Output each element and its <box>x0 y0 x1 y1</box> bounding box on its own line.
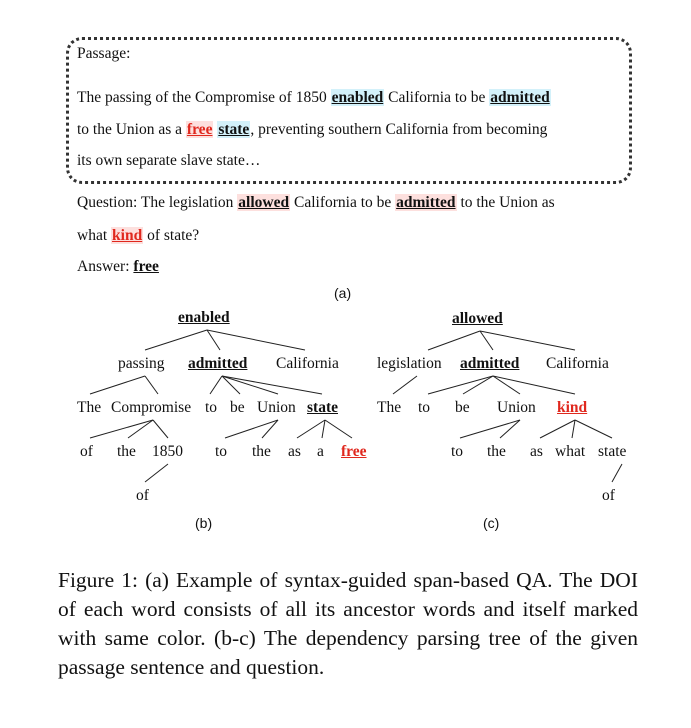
edge-c <box>493 376 575 394</box>
highlight-admitted-q: admitted <box>396 194 456 211</box>
tree-b-node: passing <box>118 355 165 372</box>
tree-b-node: Union <box>257 399 296 416</box>
tree-b-node: the <box>252 443 271 460</box>
edge-b <box>90 376 145 394</box>
edge-c <box>480 331 493 350</box>
edge-b <box>207 330 220 350</box>
highlight-free: free <box>186 121 213 138</box>
edge-c <box>480 331 575 350</box>
edge-c <box>393 376 417 394</box>
edge-c <box>428 331 480 350</box>
edge-b <box>153 420 168 438</box>
tree-b-node: 1850 <box>152 443 183 460</box>
tree-b-node: the <box>117 443 136 460</box>
question-text: California to be <box>290 194 396 211</box>
edge-b <box>90 420 153 438</box>
tree-c-node: The <box>377 399 402 416</box>
tree-b-node: admitted <box>188 355 248 372</box>
tree-b-root: enabled <box>178 309 230 326</box>
highlight-enabled: enabled <box>331 89 384 106</box>
passage-text: , preventing southern California from becoming <box>250 121 548 138</box>
answer-label: Answer: <box>77 258 134 275</box>
tree-c-node: what <box>555 443 586 460</box>
tree-b-node: be <box>230 399 245 416</box>
tree-c-node: to <box>451 443 464 460</box>
edge-b <box>145 330 207 350</box>
tree-b-node: to <box>215 443 228 460</box>
edge-b <box>207 330 305 350</box>
tree-c-root: allowed <box>452 310 503 327</box>
edge-c <box>572 420 575 438</box>
tree-c-node: state <box>598 443 627 460</box>
tree-c-node: legislation <box>377 355 442 372</box>
edge-b <box>325 420 352 438</box>
tree-b-node: Compromise <box>111 399 192 416</box>
edge-b <box>322 420 325 438</box>
tree-b-node: as <box>288 443 301 460</box>
tree-b-node: state <box>307 399 338 416</box>
tree-c-node: be <box>455 399 470 416</box>
edge-b <box>145 376 158 394</box>
edge-c <box>428 376 493 394</box>
edge-c <box>460 420 520 438</box>
tree-b-node: of <box>136 487 149 504</box>
tree-c-node: of <box>602 487 615 504</box>
edge-b <box>297 420 325 438</box>
highlight-allowed: allowed <box>238 194 290 211</box>
edge-b <box>210 376 222 394</box>
passage-label: Passage: <box>77 45 131 62</box>
edge-b <box>145 464 168 482</box>
tree-c-node: admitted <box>460 355 520 372</box>
highlight-state: state <box>218 121 250 138</box>
tree-c-node: California <box>546 355 609 372</box>
question-text: of state? <box>143 227 200 244</box>
subfig-label-c: (c) <box>483 515 500 531</box>
highlight-admitted: admitted <box>490 89 550 106</box>
tree-c-node: as <box>530 443 543 460</box>
question-text: to the Union as <box>456 194 555 211</box>
question-text: Question: The legislation <box>77 194 238 211</box>
tree-b-node: free <box>341 443 367 460</box>
passage-text: to the Union as a <box>77 121 186 138</box>
tree-c-node: the <box>487 443 506 460</box>
tree-c-node: Union <box>497 399 536 416</box>
edge-b <box>128 420 153 438</box>
tree-c-node: kind <box>557 399 588 416</box>
tree-b-node: to <box>205 399 218 416</box>
passage-line-3: its own separate slave state… <box>77 152 261 169</box>
passage-text: The passing of the Compromise of 1850 <box>77 89 331 106</box>
highlight-kind: kind <box>112 227 143 244</box>
subfig-label-a: (a) <box>334 285 352 301</box>
edge-c <box>575 420 612 438</box>
tree-c-node: to <box>418 399 431 416</box>
edge-c <box>612 464 622 482</box>
tree-b-node: California <box>276 355 339 372</box>
tree-b-node: The <box>77 399 102 416</box>
edge-c <box>540 420 575 438</box>
figure-caption: Figure 1: (a) Example of syntax-guided span-based QA. The DOI of each word consists of all its ancestor words and itself marked with same color. (b-c) The dependency parsing tree of the given passage sentence and question. <box>58 568 638 679</box>
answer-value: free <box>133 258 159 275</box>
tree-b-node: a <box>317 443 324 460</box>
question-text: what <box>77 227 112 244</box>
subfig-label-b: (b) <box>195 515 213 531</box>
tree-b-node: of <box>80 443 93 460</box>
passage-text: California to be <box>384 89 490 106</box>
edge-c <box>463 376 493 394</box>
